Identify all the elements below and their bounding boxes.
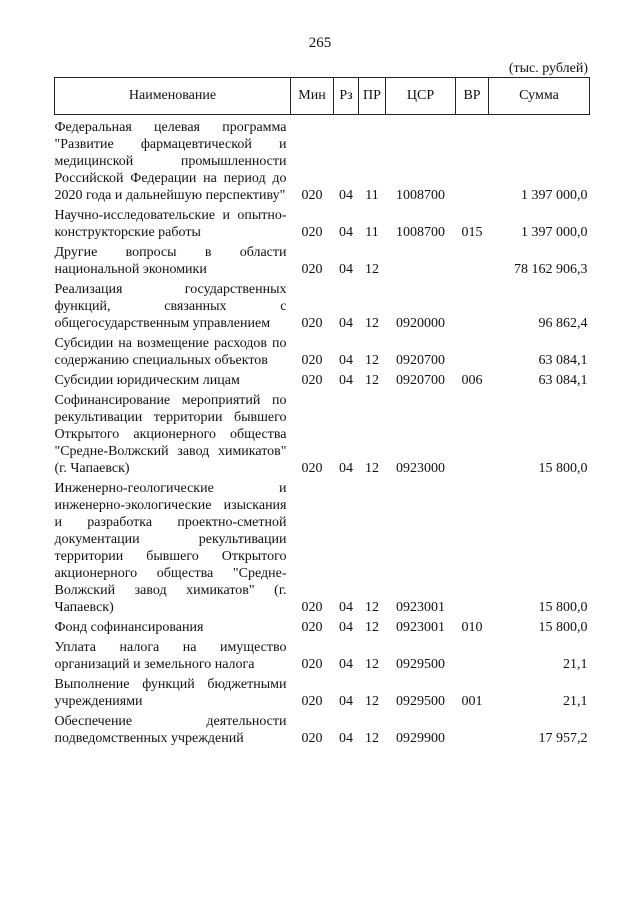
- cell-csr: 0920000: [396, 316, 445, 331]
- cell-rz: 04: [339, 620, 353, 635]
- cell-name: Научно-исследовательские и опытно-конструкторские работы: [54, 208, 287, 240]
- cell-csr: 0920700: [396, 353, 445, 368]
- cell-rz: 04: [339, 225, 353, 240]
- table-row: [55, 392, 590, 480]
- units-label: (тыс. рублей): [508, 61, 588, 76]
- budget-table: [54, 77, 590, 750]
- cell-sum: 1 397 000,0: [521, 188, 588, 203]
- cell-vr: [456, 335, 489, 372]
- cell-rz: 04: [339, 461, 353, 476]
- table-row: [55, 335, 590, 372]
- cell-min: 020: [301, 657, 323, 672]
- header-rz: Рз: [334, 78, 359, 115]
- cell-sum: 15 800,0: [538, 600, 588, 615]
- cell-pr: 12: [365, 353, 379, 368]
- cell-csr: 0923001: [396, 620, 445, 635]
- cell-vr: [456, 115, 489, 208]
- cell-name: Выполнение функций бюджетными учреждениями: [54, 677, 287, 709]
- cell-pr: 12: [365, 373, 379, 388]
- cell-csr: 0923000: [396, 461, 445, 476]
- header-vr: ВР: [456, 78, 489, 115]
- cell-vr: [456, 713, 489, 750]
- page-number: 265: [308, 35, 332, 51]
- table-row: [55, 713, 590, 750]
- header-name: Наименование: [55, 78, 291, 115]
- cell-pr: 12: [365, 262, 379, 277]
- cell-min: 020: [301, 731, 323, 746]
- cell-sum: 15 800,0: [538, 461, 588, 476]
- cell-vr: [456, 244, 489, 281]
- cell-pr: 12: [365, 694, 379, 709]
- table-row: [55, 639, 590, 676]
- cell-name: Софинансирование мероприятий по рекультивации территории бывшего Открытого акционерного общества "Средне-Волжский завод химикатов" (г. Чапаевск): [54, 393, 287, 476]
- header-min: Мин: [291, 78, 334, 115]
- cell-sum: 63 084,1: [538, 353, 588, 368]
- cell-rz: 04: [339, 373, 353, 388]
- cell-min: 020: [301, 353, 323, 368]
- cell-rz: 04: [339, 600, 353, 615]
- cell-rz: 04: [339, 262, 353, 277]
- cell-rz: 04: [339, 694, 353, 709]
- cell-name: Субсидии на возмещение расходов по содержанию специальных объектов: [54, 336, 287, 368]
- cell-min: 020: [301, 262, 323, 277]
- table-row: [55, 115, 590, 208]
- header-sum: Сумма: [489, 78, 590, 115]
- cell-sum: 17 957,2: [538, 731, 588, 746]
- cell-rz: 04: [339, 188, 353, 203]
- table-row: [55, 281, 590, 335]
- cell-csr: 0929500: [396, 657, 445, 672]
- cell-csr: 1008700: [396, 225, 445, 240]
- cell-name: Обеспечение деятельности подведомственных учреждений: [54, 714, 287, 746]
- cell-csr: 0920700: [396, 373, 445, 388]
- table-row: [55, 207, 590, 244]
- cell-csr: 0929500: [396, 694, 445, 709]
- cell-name: Другие вопросы в области национальной экономики: [54, 245, 287, 277]
- cell-name: Реализация государственных функций, связанных с общегосударственным управлением: [54, 282, 287, 331]
- cell-min: 020: [301, 188, 323, 203]
- cell-name: Фонд софинансирования: [54, 620, 204, 635]
- cell-rz: 04: [339, 353, 353, 368]
- cell-vr: 015: [461, 225, 483, 240]
- table-row: [55, 480, 590, 619]
- cell-csr: [386, 244, 456, 281]
- cell-sum: 96 862,4: [538, 316, 588, 331]
- cell-vr: 010: [461, 620, 483, 635]
- cell-sum: 15 800,0: [538, 620, 588, 635]
- cell-pr: 12: [365, 731, 379, 746]
- cell-vr: [456, 639, 489, 676]
- cell-name: Субсидии юридическим лицам: [54, 373, 240, 388]
- cell-pr: 12: [365, 620, 379, 635]
- cell-vr: [456, 392, 489, 480]
- table-row: [55, 676, 590, 713]
- cell-vr: [456, 281, 489, 335]
- header-pr: ПР: [359, 78, 386, 115]
- cell-pr: 12: [365, 657, 379, 672]
- cell-csr: 0923001: [396, 600, 445, 615]
- cell-min: 020: [301, 620, 323, 635]
- cell-rz: 04: [339, 731, 353, 746]
- table-row: [55, 619, 590, 639]
- cell-pr: 11: [365, 225, 379, 240]
- cell-pr: 12: [365, 600, 379, 615]
- cell-min: 020: [301, 694, 323, 709]
- cell-min: 020: [301, 600, 323, 615]
- cell-min: 020: [301, 316, 323, 331]
- cell-min: 020: [301, 461, 323, 476]
- cell-csr: 0929900: [396, 731, 445, 746]
- cell-name: Уплата налога на имущество организаций и земельного налога: [54, 640, 287, 672]
- cell-rz: 04: [339, 316, 353, 331]
- table-row: [55, 244, 590, 281]
- cell-name: Федеральная целевая программа "Развитие фармацевтической и медицинской промышленности Российской Федерации на период до 2020 года и дальнейшую перспективу": [54, 120, 287, 203]
- cell-sum: 63 084,1: [538, 373, 588, 388]
- cell-sum: 78 162 906,3: [514, 262, 588, 277]
- cell-min: 020: [301, 225, 323, 240]
- cell-pr: 12: [365, 461, 379, 476]
- cell-pr: 11: [365, 188, 379, 203]
- table-row: [55, 372, 590, 392]
- cell-sum: 21,1: [563, 657, 588, 672]
- cell-pr: 12: [365, 316, 379, 331]
- cell-sum: 1 397 000,0: [521, 225, 588, 240]
- cell-min: 020: [301, 373, 323, 388]
- cell-csr: 1008700: [396, 188, 445, 203]
- cell-rz: 04: [339, 657, 353, 672]
- cell-vr: 006: [461, 373, 483, 388]
- cell-sum: 21,1: [563, 694, 588, 709]
- cell-vr: 001: [461, 694, 483, 709]
- header-csr: ЦСР: [386, 78, 456, 115]
- cell-vr: [456, 480, 489, 619]
- table-header-row: [55, 78, 590, 115]
- cell-name: Инженерно-геологические и инженерно-экологические изыскания и разработка проектно-сметной документации рекультивации территории бывшего Открытого акционерного общества "Средне-Волжский завод химикатов" (г. Чапаевск): [54, 481, 287, 615]
